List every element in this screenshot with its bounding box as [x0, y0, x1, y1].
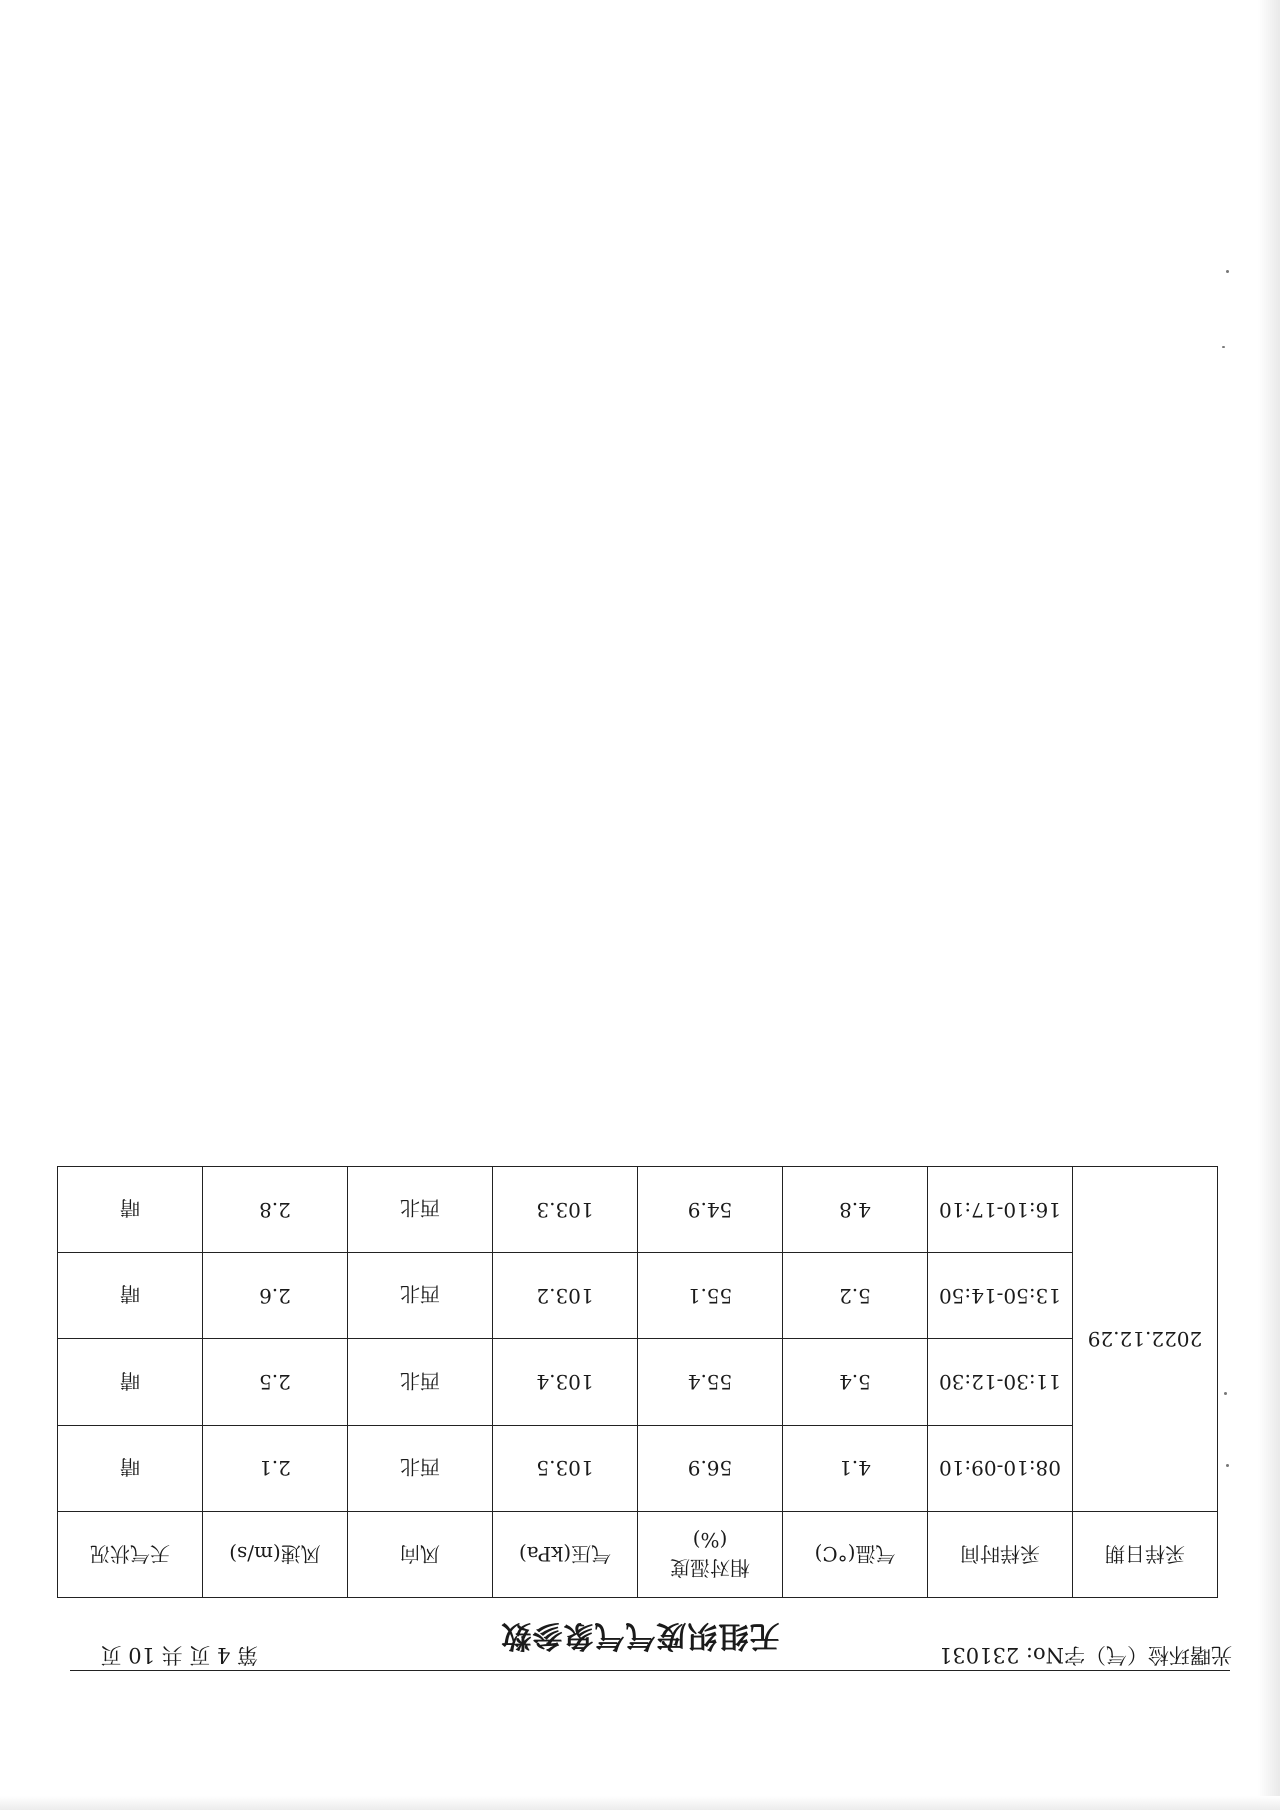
cell-humidity: 56.9 [638, 1425, 783, 1511]
table-row [58, 1253, 1218, 1339]
cell-wind-speed: 2.1 [203, 1425, 348, 1511]
cell-weather: 晴 [58, 1167, 203, 1253]
cell-weather: 晴 [58, 1425, 203, 1511]
cell-time: 16:10-17:10 [928, 1167, 1073, 1253]
cell-time: 13:50-14:50 [928, 1253, 1073, 1339]
cell-pressure: 103.3 [493, 1167, 638, 1253]
header-weather: 天气状况 [58, 1511, 203, 1597]
table-row [58, 1425, 1218, 1511]
cell-pressure: 103.2 [493, 1253, 638, 1339]
page-info: 第 4 页 共 10 页 [100, 1643, 258, 1667]
cell-humidity: 54.9 [638, 1167, 783, 1253]
cell-temp: 5.4 [783, 1339, 928, 1425]
cell-humidity: 55.1 [638, 1253, 783, 1339]
cell-humidity: 55.4 [638, 1339, 783, 1425]
cell-pressure: 103.4 [493, 1339, 638, 1425]
header-humidity [638, 1511, 783, 1597]
cell-wind-direction: 西北 [348, 1167, 493, 1253]
cell-pressure: 103.5 [493, 1425, 638, 1511]
table-row [58, 1167, 1218, 1253]
header-pressure: 气压(kPa) [493, 1511, 638, 1597]
cell-temp: 4.1 [783, 1425, 928, 1511]
header-wind-speed: 风速(m/s) [203, 1511, 348, 1597]
table-header-row [58, 1511, 1218, 1597]
document-title: 无组织废气气象参数 [500, 1618, 780, 1653]
cell-wind-direction: 西北 [348, 1339, 493, 1425]
cell-temp: 5.2 [783, 1253, 928, 1339]
cell-time: 08:10-09:10 [928, 1425, 1073, 1511]
table-row [58, 1339, 1218, 1425]
cell-temp: 4.8 [783, 1167, 928, 1253]
cell-weather: 晴 [58, 1339, 203, 1425]
header-sampling-date: 采样日期 [1073, 1511, 1218, 1597]
report-number: 光曙环检（气）字No: 231031 [939, 1643, 1232, 1667]
cell-time: 11:30-12:30 [928, 1339, 1073, 1425]
cell-weather: 晴 [58, 1253, 203, 1339]
cell-wind-speed: 2.8 [203, 1167, 348, 1253]
header-sampling-time: 采样时间 [928, 1511, 1073, 1597]
cell-wind-direction: 西北 [348, 1253, 493, 1339]
header-divider [70, 1670, 1230, 1671]
header-wind-direction: 风向 [348, 1511, 493, 1597]
cell-wind-speed: 2.5 [203, 1339, 348, 1425]
weather-parameters-table [57, 1166, 1218, 1598]
header-temperature: 气温(°C) [783, 1511, 928, 1597]
header-humidity-label: 相对湿度 (%) [670, 1528, 750, 1581]
sampling-date-cell: 2022.12.29 [1073, 1167, 1218, 1512]
cell-wind-direction: 西北 [348, 1425, 493, 1511]
cell-wind-speed: 2.6 [203, 1253, 348, 1339]
